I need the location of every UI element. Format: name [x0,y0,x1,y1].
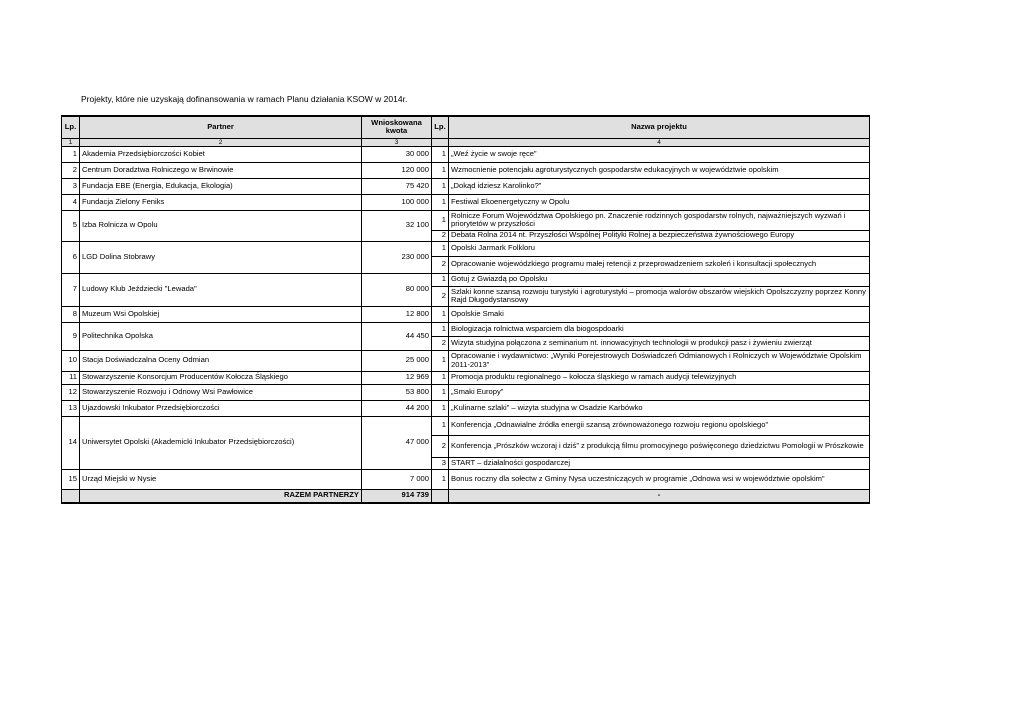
row-amount: 75 420 [362,178,432,194]
project-name: „Weź życie w swoje ręce” [449,146,870,162]
table-row [62,322,870,336]
table-row [62,146,870,162]
project-lp: 1 [432,273,449,286]
row-lp: 11 [62,371,80,384]
total-empty [62,489,80,503]
project-name: Biologizacja rolnictwa wsparciem dla biogospdoarki [449,322,870,336]
row-lp: 4 [62,194,80,210]
project-name: START – działalności gospodarczej [449,457,870,469]
colnum-3: 3 [362,138,432,146]
row-partner: Akademia Przedsiębiorczości Kobiet [80,146,362,162]
project-lp: 1 [432,178,449,194]
row-lp: 12 [62,384,80,400]
row-partner: Fundacja Zielony Feniks [80,194,362,210]
row-lp: 1 [62,146,80,162]
table-row [62,162,870,178]
row-partner: Politechnika Opolska [80,322,362,350]
table-row [62,194,870,210]
row-partner: Stowarzyszenie Konsorcjum Producentów Kołocza Śląskiego [80,371,362,384]
total-dash: - [449,489,870,503]
total-amount: 914 739 [362,489,432,503]
project-name: Opolski Jarmark Folkloru [449,241,870,256]
project-lp: 1 [432,371,449,384]
colnum-4: 4 [449,138,870,146]
row-partner: Centrum Doradztwa Rolniczego w Brwinowie [80,162,362,178]
project-name: Konferencja „Odnawialne źródła energii szansą zrównoważonego rozwoju regionu opolskiego” [449,416,870,435]
row-partner: Izba Rolnicza w Opolu [80,210,362,241]
project-lp: 1 [432,350,449,371]
header-lp: Lp. [62,116,80,138]
projects-table [61,115,870,504]
project-name: Wzmocnienie potencjału agroturystycznych gospodarstw edukacyjnych w województwie opolskim [449,162,870,178]
row-partner: Muzeum Wsi Opolskiej [80,306,362,322]
project-lp: 1 [432,400,449,416]
project-lp: 1 [432,194,449,210]
row-amount: 7 000 [362,469,432,489]
table-row [62,400,870,416]
project-name: Bonus roczny dla sołectw z Gminy Nysa uczestniczących w programie „Odnowa wsi w województwie opolskim” [449,469,870,489]
project-name: Opracowanie i wydawnictwo: „Wyniki Porejestrowych Doświadczeń Odmianowych i Rolniczych w Województwie Opolskim 2011-2013” [449,350,870,371]
total-row [62,489,870,503]
table-row [62,469,870,489]
project-lp: 1 [432,469,449,489]
table-row [62,371,870,384]
project-lp: 1 [432,416,449,435]
table-row [62,241,870,256]
row-lp: 15 [62,469,80,489]
row-lp: 9 [62,322,80,350]
page-title: Projekty, które nie uzyskają dofinansowania w ramach Planu działania KSOW w 2014r. [81,94,408,104]
row-lp: 2 [62,162,80,178]
project-lp: 2 [432,336,449,350]
row-partner: Ujazdowski Inkubator Przedsiębiorczości [80,400,362,416]
project-lp: 2 [432,256,449,273]
project-name: „Dokąd idziesz Karolinko?” [449,178,870,194]
row-partner: Fundacja EBE (Energia, Edukacja, Ekologia) [80,178,362,194]
header-kwota: Wnioskowana kwota [362,116,432,138]
project-lp: 2 [432,286,449,306]
project-name: Rolnicze Forum Województwa Opolskiego pn. Znaczenie rodzinnych gospodarstw rolnych, najważniejszych wyzwań i priorytetów w przyszłości [449,210,870,230]
header-lp2: Lp. [432,116,449,138]
row-lp: 7 [62,273,80,306]
project-name: Konferencja „Prószków wczoraj i dziś” z produkcją filmu promocyjnego poświęconego dziedzictwu Pomologii w Prószkowie [449,435,870,457]
table-row [62,416,870,435]
header-partner: Partner [80,116,362,138]
project-lp: 3 [432,457,449,469]
row-lp: 13 [62,400,80,416]
row-partner: Urząd Miejski w Nysie [80,469,362,489]
row-amount: 44 200 [362,400,432,416]
colnum-2: 2 [80,138,362,146]
table-body [62,146,870,489]
row-amount: 12 800 [362,306,432,322]
total-empty-lp [432,489,449,503]
row-lp: 5 [62,210,80,241]
table-row [62,273,870,286]
row-amount: 30 000 [362,146,432,162]
project-lp: 1 [432,210,449,230]
row-lp: 3 [62,178,80,194]
project-name: Szlaki konne szansą rozwoju turystyki i agroturystyki – promocja walorów obszarów wiejskich Opolszczyzny poprzez Konny Rajd Długodystansowy [449,286,870,306]
row-amount: 12 969 [362,371,432,384]
project-lp: 1 [432,241,449,256]
table-row [62,350,870,371]
header-projekt: Nazwa projektu [449,116,870,138]
row-amount: 100 000 [362,194,432,210]
project-name: Opolskie Smaki [449,306,870,322]
row-amount: 80 000 [362,273,432,306]
project-lp: 1 [432,162,449,178]
row-amount: 25 000 [362,350,432,371]
row-lp: 10 [62,350,80,371]
project-name: Debata Rolna 2014 nt. Przyszłości Wspólnej Polityki Rolnej a bezpieczeństwa żywnościowego Europy [449,230,870,241]
table-row [62,210,870,230]
table-row [62,306,870,322]
table-row [62,178,870,194]
project-name: „Smaki Europy” [449,384,870,400]
row-amount: 32 100 [362,210,432,241]
project-name: Opracowanie wojewódzkiego programu małej retencji z przeprowadzeniem szkoleń i konsultacji społecznych [449,256,870,273]
row-amount: 44 450 [362,322,432,350]
project-lp: 2 [432,230,449,241]
row-partner: Uniwersytet Opolski (Akademicki Inkubator Przedsiębiorczości) [80,416,362,469]
project-name: Festiwal Ekoenergetyczny w Opolu [449,194,870,210]
project-name: Wizyta studyjna połączona z seminarium nt. innowacyjnych technologii w produkcji pasz i żywieniu zwierząt [449,336,870,350]
colnum-empty [432,138,449,146]
table-row [62,384,870,400]
project-lp: 1 [432,322,449,336]
row-lp: 8 [62,306,80,322]
row-amount: 53 800 [362,384,432,400]
row-lp: 6 [62,241,80,273]
row-partner: Ludowy Klub Jeździecki "Lewada" [80,273,362,306]
row-partner: Stacja Doświadczalna Oceny Odmian [80,350,362,371]
row-amount: 47 000 [362,416,432,469]
total-label: RAZEM PARTNERZY [80,489,362,503]
project-lp: 2 [432,435,449,457]
project-lp: 1 [432,306,449,322]
project-name: Promocja produktu regionalnego – kołocza śląskiego w ramach audycji telewizyjnych [449,371,870,384]
colnum-1: 1 [62,138,80,146]
row-partner: Stowarzyszenie Rozwoju i Odnowy Wsi Pawłowice [80,384,362,400]
row-lp: 14 [62,416,80,469]
project-name: „Kulinarne szlaki” – wizyta studyjna w Osadzie Karbówko [449,400,870,416]
project-lp: 1 [432,384,449,400]
row-partner: LGD Dolina Stobrawy [80,241,362,273]
project-lp: 1 [432,146,449,162]
row-amount: 120 000 [362,162,432,178]
project-name: Gotuj z Gwiazdą po Opolsku [449,273,870,286]
row-amount: 230 000 [362,241,432,273]
